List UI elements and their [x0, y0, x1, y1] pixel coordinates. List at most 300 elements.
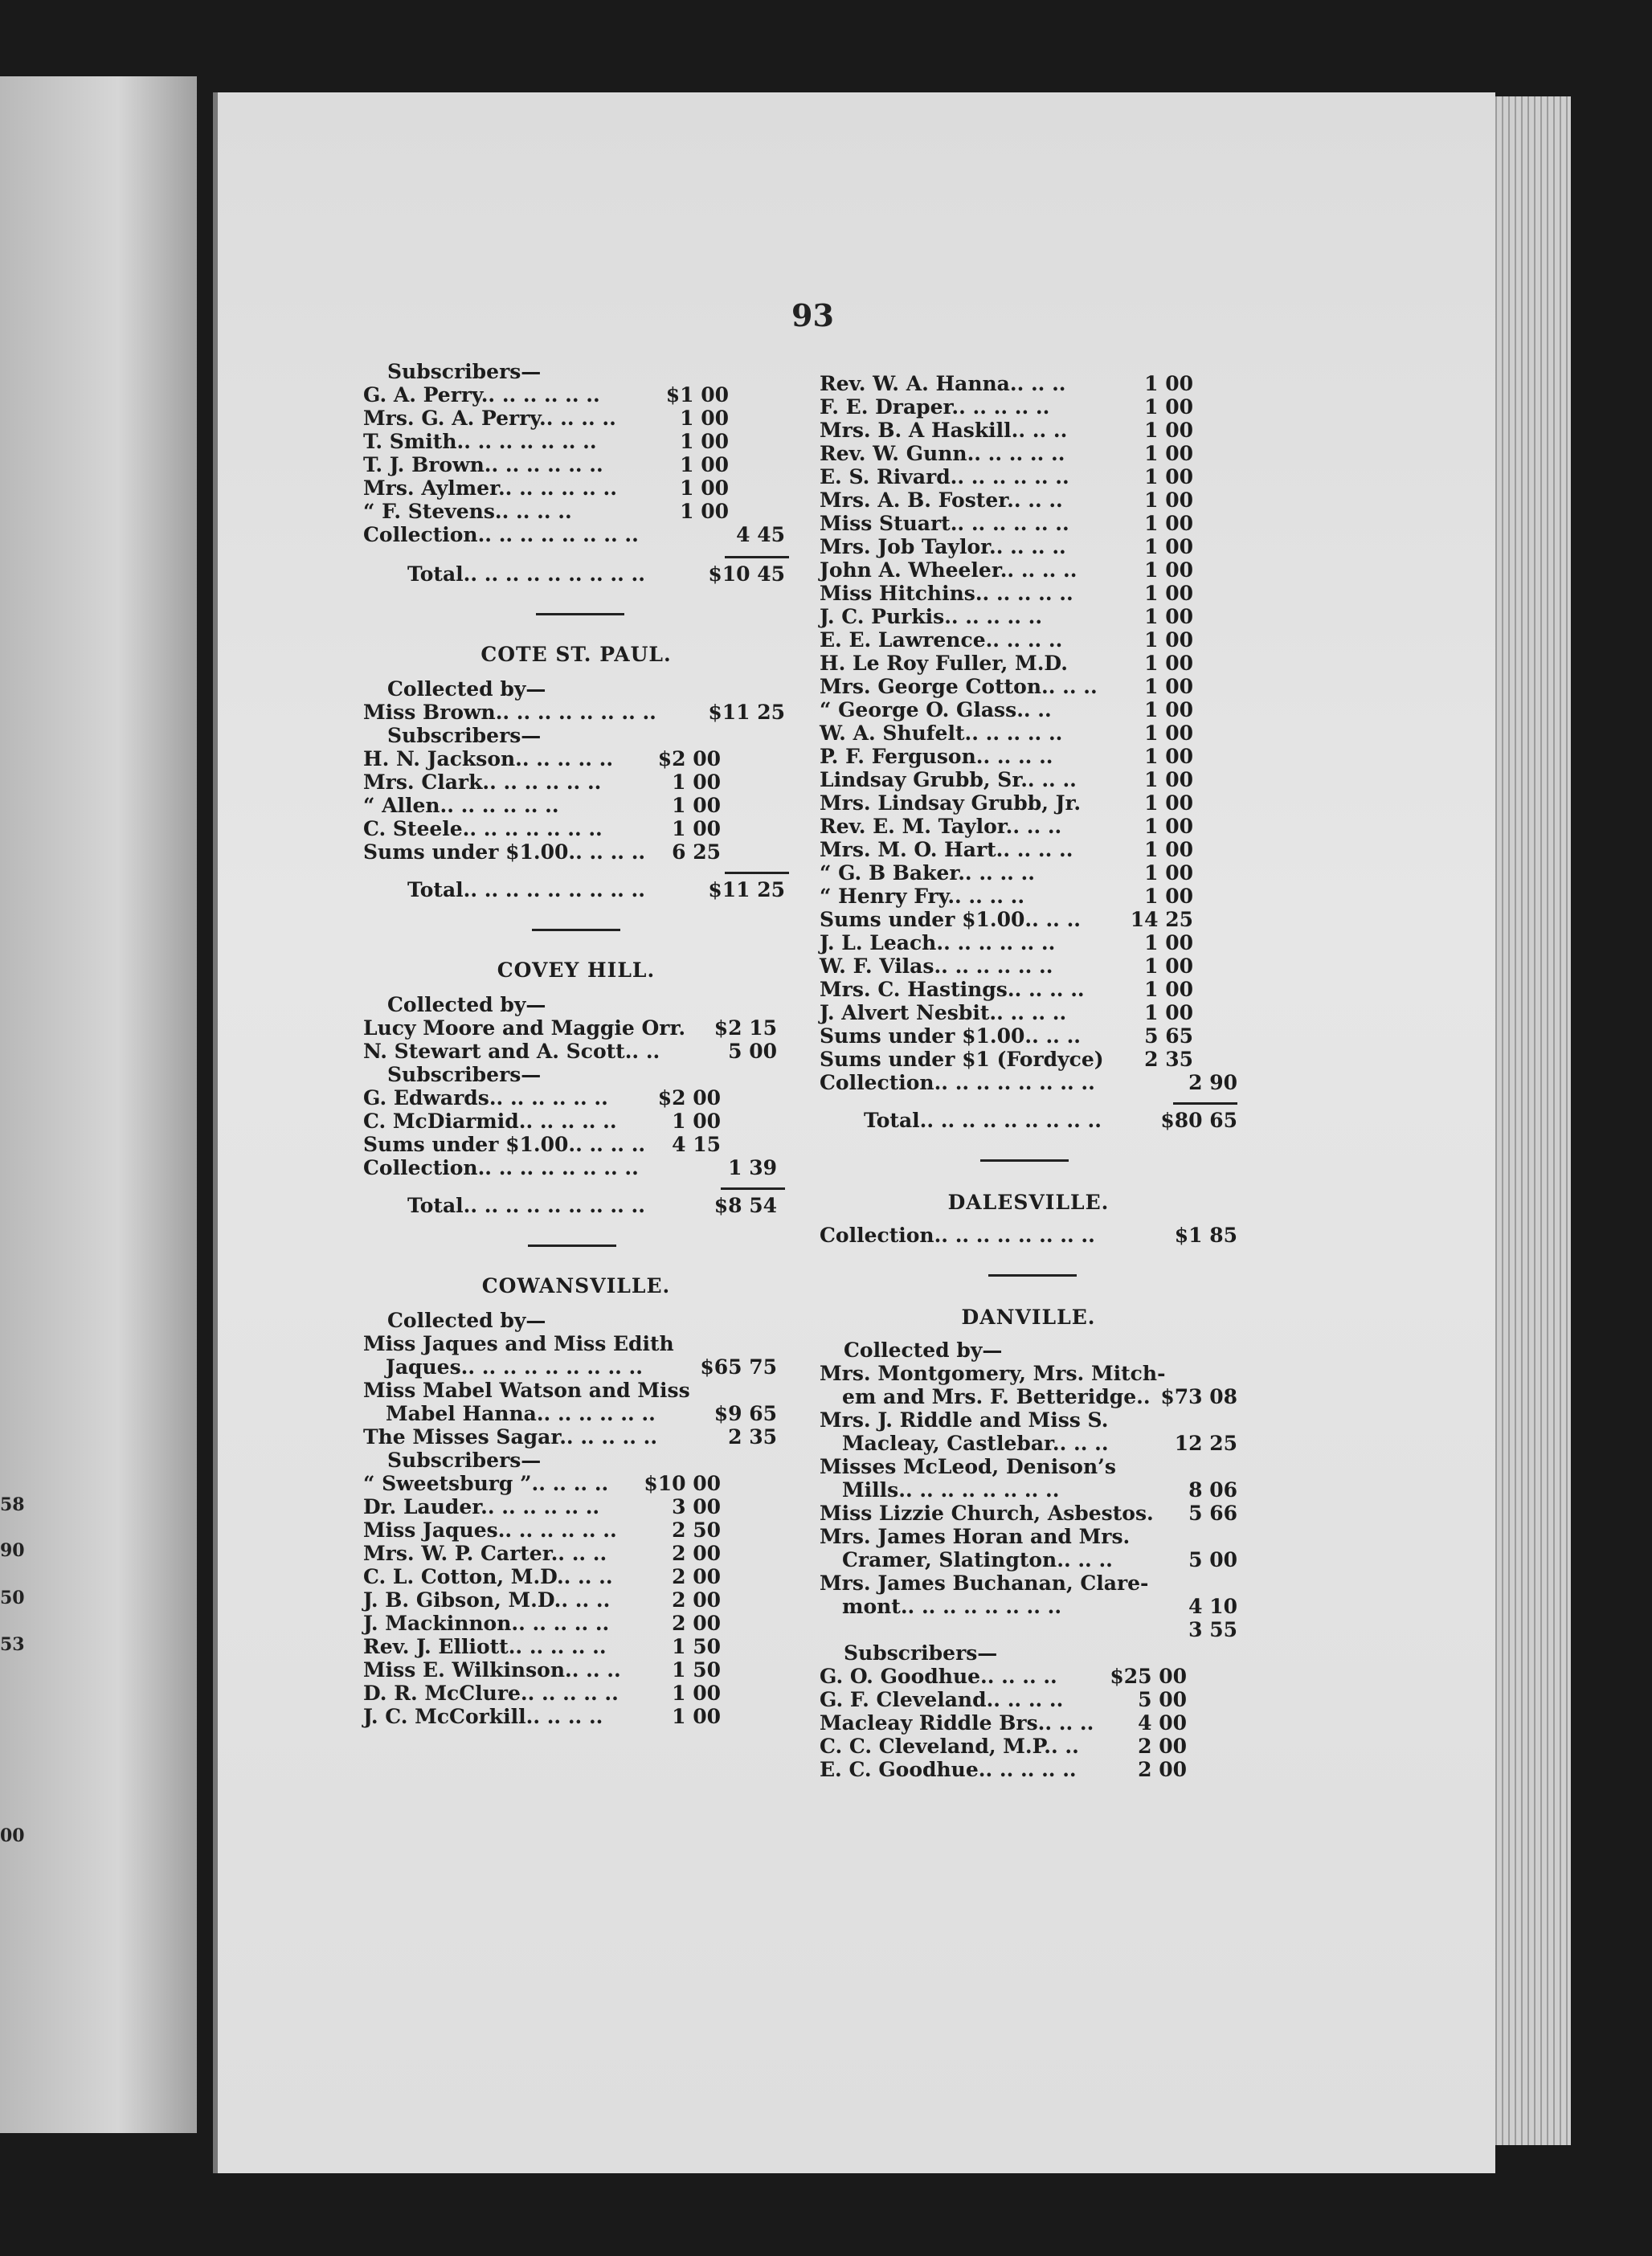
entry-label: J. Mackinnon.. .. .. .. ..: [363, 1612, 610, 1635]
spacer: [363, 942, 789, 958]
list-item: [820, 582, 1237, 605]
list-item: [820, 1455, 1237, 1478]
entry-label: Collection.. .. .. .. .. .. .. ..: [820, 1071, 1095, 1094]
list-item: [820, 675, 1237, 698]
entry-label: Sums under $1.00.. .. .. ..: [363, 1133, 646, 1156]
entry-amount: 1 00: [1144, 465, 1193, 488]
entry-label: J. C. McCorkill.. .. .. ..: [363, 1705, 603, 1728]
list-item: [820, 419, 1237, 442]
entry-label: Total.. .. .. .. .. .. .. .. ..: [864, 1109, 1102, 1132]
section-divider: [363, 1235, 789, 1258]
entry-amount: 1 50: [672, 1635, 721, 1658]
left-column: [363, 360, 789, 1728]
entry-label: N. Stewart and A. Scott.. ..: [363, 1040, 660, 1063]
list-item: [363, 1379, 789, 1402]
entry-label: Collected by—: [387, 1309, 546, 1332]
section-divider: [820, 1265, 1237, 1288]
total-row: [820, 1109, 1237, 1132]
entry-label: Macleay, Castlebar.. .. ..: [842, 1432, 1109, 1455]
subscribers-header: [363, 1063, 789, 1086]
entry-label: Miss Jaques and Miss Edith: [363, 1332, 674, 1355]
list-item: [820, 815, 1237, 838]
entry-label: Subscribers—: [387, 724, 542, 747]
list-item: [820, 908, 1237, 931]
entry-amount: 1 00: [1144, 488, 1193, 512]
entry-label: G. Edwards.. .. .. .. .. ..: [363, 1086, 608, 1110]
spacer: [363, 982, 789, 993]
entry-amount: 1 00: [1144, 675, 1193, 698]
entry-label: Miss Mabel Watson and Miss: [363, 1379, 690, 1402]
entry-label: Miss Jaques.. .. .. .. .. ..: [363, 1518, 617, 1542]
entry-amount: $25 00: [1110, 1665, 1187, 1688]
section-divider: [820, 1150, 1237, 1173]
entry-amount: 2 00: [1138, 1758, 1187, 1781]
entry-label: T. J. Brown.. .. .. .. .. ..: [363, 453, 603, 476]
list-item: [820, 1618, 1237, 1641]
list-item: [363, 407, 789, 430]
entry-amount: 1 00: [680, 430, 729, 453]
entry-amount: 1 00: [672, 770, 721, 794]
entry-label: Mrs. Job Taylor.. .. .. ..: [820, 535, 1066, 558]
list-item: [363, 1542, 789, 1565]
entry-label: Lindsay Grubb, Sr.. .. ..: [820, 768, 1077, 791]
entry-amount: 1 00: [1144, 558, 1193, 582]
list-item: [820, 605, 1237, 628]
list-item: [820, 698, 1237, 721]
spacer: [363, 1298, 789, 1309]
entry-label: Mrs. George Cotton.. .. ..: [820, 675, 1098, 698]
list-item: [363, 701, 789, 724]
entry-amount: 1 00: [1144, 419, 1193, 442]
list-item: [820, 488, 1237, 512]
list-item: [820, 1548, 1237, 1571]
list-item: [820, 1571, 1237, 1595]
total-row: [363, 562, 789, 586]
section-title: [363, 643, 789, 666]
entry-label: Misses McLeod, Denison’s: [820, 1455, 1116, 1478]
list-item: [363, 1040, 789, 1063]
list-item: [363, 1565, 789, 1588]
spacer: [820, 1214, 1237, 1224]
entry-amount: 5 00: [1138, 1688, 1187, 1711]
spacer: [363, 1258, 789, 1274]
entry-total: $11 25: [708, 701, 785, 724]
entry-label: P. F. Ferguson.. .. .. ..: [820, 745, 1053, 768]
list-item: [820, 1001, 1237, 1024]
entry-amount: 1 00: [1144, 745, 1193, 768]
right-column: [820, 372, 1237, 1781]
entry-label: Rev. E. M. Taylor.. .. ..: [820, 815, 1062, 838]
entry-label: W. F. Vilas.. .. .. .. .. ..: [820, 954, 1053, 978]
entry-amount: 4 15: [672, 1133, 721, 1156]
spacer: [820, 1173, 1237, 1191]
list-item: [363, 1518, 789, 1542]
entry-label: E. E. Lawrence.. .. .. ..: [820, 628, 1063, 652]
entry-total: 3 55: [1188, 1618, 1237, 1641]
list-item: [820, 372, 1237, 395]
collected-by-header: [363, 993, 789, 1016]
list-item: [363, 1086, 789, 1110]
list-item: [363, 1682, 789, 1705]
entry-amount: 2 00: [672, 1588, 721, 1612]
entry-total: $73 08: [1160, 1385, 1237, 1408]
collection-row: [363, 523, 789, 546]
entry-total: $1 85: [1174, 1224, 1237, 1247]
list-item: [363, 430, 789, 453]
entry-label: Mabel Hanna.. .. .. .. .. ..: [386, 1402, 656, 1425]
subscribers-header: [363, 724, 789, 747]
facing-number: 53: [0, 1634, 25, 1655]
entry-label: G. O. Goodhue.. .. .. ..: [820, 1665, 1057, 1688]
entry-label: Miss Stuart.. .. .. .. .. ..: [820, 512, 1069, 535]
entry-amount: 1 00: [1144, 721, 1193, 745]
entry-total: 8 06: [1188, 1478, 1237, 1502]
collected-by-header: [363, 677, 789, 701]
entry-amount: 1 50: [672, 1658, 721, 1682]
entry-label: The Misses Sagar.. .. .. .. ..: [363, 1425, 658, 1449]
entry-amount: 1 00: [1144, 698, 1193, 721]
entry-label: F. E. Draper.. .. .. .. ..: [820, 395, 1050, 419]
collection-row: [820, 1071, 1237, 1094]
entry-label: Cramer, Slatington.. .. ..: [842, 1548, 1113, 1571]
list-item: [363, 1588, 789, 1612]
entry-amount: 1 00: [1144, 628, 1193, 652]
entry-label: Dr. Lauder.. .. .. .. .. ..: [363, 1495, 600, 1518]
list-item: [820, 1688, 1237, 1711]
list-item: [363, 383, 789, 407]
entry-total: $80 65: [1160, 1109, 1237, 1132]
entry-label: Miss E. Wilkinson.. .. ..: [363, 1658, 621, 1682]
entry-label: Collection.. .. .. .. .. .. .. ..: [363, 1156, 639, 1179]
entry-amount: 1 00: [680, 476, 729, 500]
list-item: [820, 535, 1237, 558]
entry-label: G. A. Perry.. .. .. .. .. ..: [363, 383, 600, 407]
entry-amount: $2 00: [657, 747, 721, 770]
list-item: [363, 1612, 789, 1635]
list-item: [820, 721, 1237, 745]
sum-rule-line: [721, 1187, 785, 1190]
entry-label: C. L. Cotton, M.D.. .. ..: [363, 1565, 613, 1588]
entry-label: Mrs. G. A. Perry.. .. .. ..: [363, 407, 616, 430]
entry-label: “ Sweetsburg ”.. .. .. ..: [363, 1472, 609, 1495]
entry-label: W. A. Shufelt.. .. .. .. ..: [820, 721, 1063, 745]
facing-number: 50: [0, 1588, 25, 1608]
spacer: [363, 627, 789, 643]
entry-label: Rev. W. A. Hanna.. .. ..: [820, 372, 1066, 395]
entry-amount: 14 25: [1130, 908, 1193, 931]
section-title-text: COWANSVILLE.: [481, 1274, 671, 1298]
entry-label: “ George O. Glass.. ..: [820, 698, 1052, 721]
entry-label: Mrs. W. P. Carter.. .. ..: [363, 1542, 607, 1565]
facing-number: 90: [0, 1540, 25, 1561]
spacer: [363, 666, 789, 677]
list-item: [820, 1478, 1237, 1502]
section-divider: [363, 603, 789, 627]
entry-amount: 2 00: [672, 1542, 721, 1565]
list-item: [363, 770, 789, 794]
list-item: [820, 1024, 1237, 1048]
spacer: [820, 1132, 1237, 1150]
list-item: [363, 453, 789, 476]
entry-label: Total.. .. .. .. .. .. .. .. ..: [407, 1194, 645, 1217]
entry-amount: 1 00: [672, 1705, 721, 1728]
entry-amount: 2 50: [672, 1518, 721, 1542]
entry-total: $9 65: [714, 1402, 777, 1425]
entry-amount: 1 00: [1144, 885, 1193, 908]
list-item: [820, 838, 1237, 861]
entry-label: Collected by—: [844, 1338, 1003, 1362]
entry-amount: 1 00: [1144, 582, 1193, 605]
entry-amount: $2 00: [657, 1086, 721, 1110]
entry-label: D. R. McClure.. .. .. .. ..: [363, 1682, 619, 1705]
list-item: [820, 954, 1237, 978]
spacer: [820, 1329, 1237, 1338]
entry-label: Rev. J. Elliott.. .. .. .. ..: [363, 1635, 607, 1658]
entry-label: Mrs. A. B. Foster.. .. ..: [820, 488, 1063, 512]
entry-amount: 1 00: [1144, 395, 1193, 419]
section-title: [363, 958, 789, 982]
page-edges: [1490, 96, 1571, 2145]
divider-rule: [528, 1244, 616, 1247]
list-item: [820, 1385, 1237, 1408]
entry-amount: 1 00: [1144, 861, 1193, 885]
entry-label: C. Steele.. .. .. .. .. .. ..: [363, 817, 603, 840]
entry-label: Miss Lizzie Church, Asbestos.: [820, 1502, 1154, 1525]
list-item: [363, 1495, 789, 1518]
entry-total: 4 10: [1188, 1595, 1237, 1618]
entry-amount: 1 00: [1144, 931, 1193, 954]
list-item: [363, 747, 789, 770]
facing-page: [0, 76, 197, 2133]
sum-rule-line: [725, 556, 789, 558]
entry-label: Subscribers—: [844, 1641, 998, 1665]
entry-amount: 1 00: [1144, 535, 1193, 558]
divider-rule: [988, 1274, 1077, 1277]
list-item: [363, 1635, 789, 1658]
list-item: [363, 817, 789, 840]
spacer: [363, 901, 789, 919]
entry-label: Macleay Riddle Brs.. .. ..: [820, 1711, 1094, 1735]
entry-amount: 1 00: [672, 794, 721, 817]
list-item: [820, 395, 1237, 419]
entry-amount: 1 00: [1144, 372, 1193, 395]
sum-rule-line: [1173, 1102, 1237, 1105]
entry-label: Mrs. C. Hastings.. .. .. ..: [820, 978, 1085, 1001]
entry-label: “ F. Stevens.. .. .. ..: [363, 500, 572, 523]
entry-label: Mrs. Clark.. .. .. .. .. ..: [363, 770, 602, 794]
entry-label: Sums under $1.00.. .. .. ..: [363, 840, 646, 864]
section-title: [820, 1191, 1237, 1214]
divider-rule: [980, 1159, 1069, 1162]
entry-label: Subscribers—: [387, 360, 542, 383]
entry-label: Sums under $1 (Fordyce): [820, 1048, 1104, 1071]
entry-amount: 1 00: [1144, 954, 1193, 978]
subscribers-header: [363, 1449, 789, 1472]
entry-label: “ Henry Fry.. .. .. ..: [820, 885, 1025, 908]
entry-label: E. C. Goodhue.. .. .. .. ..: [820, 1758, 1077, 1781]
entry-label: Rev. W. Gunn.. .. .. .. ..: [820, 442, 1065, 465]
entry-label: J. Alvert Nesbit.. .. .. ..: [820, 1001, 1067, 1024]
entry-label: C. McDiarmid.. .. .. .. ..: [363, 1110, 617, 1133]
collected-by-header: [363, 1309, 789, 1332]
entry-total: 5 00: [1188, 1548, 1237, 1571]
entry-amount: 3 00: [672, 1495, 721, 1518]
entry-amount: 1 00: [1144, 512, 1193, 535]
list-item: [820, 1408, 1237, 1432]
entry-amount: 1 00: [1144, 652, 1193, 675]
entry-amount: 1 00: [680, 500, 729, 523]
list-item: [820, 1758, 1237, 1781]
entry-label: Mrs. M. O. Hart.. .. .. ..: [820, 838, 1073, 861]
entry-amount: 2 00: [672, 1612, 721, 1635]
section-title-text: DALESVILLE.: [947, 1191, 1110, 1214]
facing-number: 00: [0, 1825, 25, 1846]
entry-label: John A. Wheeler.. .. .. ..: [820, 558, 1077, 582]
spacer: [820, 1247, 1237, 1265]
list-item: [820, 978, 1237, 1001]
entry-total: $11 25: [708, 878, 785, 901]
entry-label: Miss Brown.. .. .. .. .. .. .. ..: [363, 701, 656, 724]
facing-number: 58: [0, 1494, 25, 1515]
entry-total: 1 39: [728, 1156, 777, 1179]
list-item: [363, 500, 789, 523]
list-item: [820, 1432, 1237, 1455]
collected-by-header: [820, 1338, 1237, 1362]
total-row: [363, 878, 789, 901]
list-item: [820, 885, 1237, 908]
entry-label: J. C. Purkis.. .. .. .. ..: [820, 605, 1043, 628]
divider-rule: [532, 929, 620, 931]
entry-label: Jaques.. .. .. .. .. .. .. .. ..: [386, 1355, 643, 1379]
entry-amount: 5 65: [1144, 1024, 1193, 1048]
entry-label: Total.. .. .. .. .. .. .. .. ..: [407, 562, 645, 586]
entry-label: Mrs. J. Riddle and Miss S.: [820, 1408, 1109, 1432]
list-item: [820, 628, 1237, 652]
entry-label: H. N. Jackson.. .. .. .. ..: [363, 747, 614, 770]
list-item: [363, 1332, 789, 1355]
list-item: [363, 1425, 789, 1449]
entry-label: Collection.. .. .. .. .. .. .. ..: [820, 1224, 1095, 1247]
entry-label: Mrs. Lindsay Grubb, Jr.: [820, 791, 1082, 815]
entry-total: 2 90: [1188, 1071, 1237, 1094]
page-number: 93: [791, 297, 834, 333]
list-item: [363, 1355, 789, 1379]
entry-amount: 1 00: [1144, 1001, 1193, 1024]
entry-amount: 1 00: [680, 407, 729, 430]
entry-amount: 1 00: [1144, 791, 1193, 815]
entry-label: Mills.. .. .. .. .. .. .. ..: [842, 1478, 1060, 1502]
entry-label: Miss Hitchins.. .. .. .. ..: [820, 582, 1073, 605]
entry-label: J. L. Leach.. .. .. .. .. ..: [820, 931, 1056, 954]
list-item: [820, 768, 1237, 791]
section-title-text: DANVILLE.: [961, 1306, 1096, 1329]
list-item: [820, 442, 1237, 465]
entry-label: “ G. B Baker.. .. .. ..: [820, 861, 1035, 885]
entry-label: Collected by—: [387, 677, 546, 701]
list-item: [363, 1133, 789, 1156]
entry-total: 5 00: [728, 1040, 777, 1063]
entry-amount: 6 25: [672, 840, 721, 864]
entry-label: Total.. .. .. .. .. .. .. .. ..: [407, 878, 645, 901]
section-title: [363, 1274, 789, 1298]
entry-total: $65 75: [700, 1355, 777, 1379]
list-item: [820, 1502, 1237, 1525]
entry-label: E. S. Rivard.. .. .. .. .. ..: [820, 465, 1069, 488]
section-divider: [363, 919, 789, 942]
list-item: [820, 465, 1237, 488]
entry-total: 12 25: [1174, 1432, 1237, 1455]
list-item: [820, 861, 1237, 885]
entry-label: Mrs. James Buchanan, Clare-: [820, 1571, 1149, 1595]
entry-amount: $10 00: [644, 1472, 721, 1495]
list-item: [363, 1110, 789, 1133]
section-title: [820, 1306, 1237, 1329]
entry-label: Mrs. Montgomery, Mrs. Mitch-: [820, 1362, 1166, 1385]
list-item: [820, 558, 1237, 582]
entry-total: 5 66: [1188, 1502, 1237, 1525]
entry-label: Mrs. James Horan and Mrs.: [820, 1525, 1131, 1548]
list-item: [820, 512, 1237, 535]
entry-label: Sums under $1.00.. .. ..: [820, 1024, 1081, 1048]
list-item: [820, 791, 1237, 815]
list-item: [820, 1711, 1237, 1735]
list-item: [820, 745, 1237, 768]
entry-label: Sums under $1.00.. .. ..: [820, 908, 1081, 931]
entry-total: 2 35: [728, 1425, 777, 1449]
sum-rule-line: [725, 872, 789, 874]
entry-label: em and Mrs. F. Betteridge..: [842, 1385, 1151, 1408]
spacer: [820, 1288, 1237, 1306]
entry-amount: $1 00: [665, 383, 729, 407]
entry-amount: 2 35: [1144, 1048, 1193, 1071]
entry-amount: 1 00: [1144, 442, 1193, 465]
entry-label: Subscribers—: [387, 1449, 542, 1472]
entry-label: Mrs. B. A Haskill.. .. ..: [820, 419, 1068, 442]
entry-label: Mrs. Aylmer.. .. .. .. .. ..: [363, 476, 617, 500]
list-item: [820, 1735, 1237, 1758]
entry-amount: 1 00: [1144, 815, 1193, 838]
spacer: [363, 1217, 789, 1235]
entry-amount: 1 00: [672, 817, 721, 840]
list-item: [363, 476, 789, 500]
entry-label: “ Allen.. .. .. .. .. ..: [363, 794, 559, 817]
list-item: [820, 652, 1237, 675]
entry-label: Collected by—: [387, 993, 546, 1016]
entry-label: J. B. Gibson, M.D.. .. ..: [363, 1588, 611, 1612]
entry-total: $8 54: [714, 1194, 777, 1217]
list-item: [363, 1016, 789, 1040]
collection-row: [363, 1156, 789, 1179]
entry-amount: 2 00: [1138, 1735, 1187, 1758]
list-item: [820, 1048, 1237, 1071]
list-item: [363, 1402, 789, 1425]
entry-total: 4 45: [736, 523, 785, 546]
entry-amount: 1 00: [1144, 978, 1193, 1001]
list-item: [820, 1362, 1237, 1385]
entry-label: Subscribers—: [387, 1063, 542, 1086]
total-row: [363, 1194, 789, 1217]
entry-label: mont.. .. .. .. .. .. .. ..: [842, 1595, 1062, 1618]
entry-label: T. Smith.. .. .. .. .. .. ..: [363, 430, 597, 453]
list-item: [363, 1658, 789, 1682]
list-item: [820, 1595, 1237, 1618]
subscribers-header: [820, 1641, 1237, 1665]
list-item: [820, 931, 1237, 954]
spacer: [363, 586, 789, 603]
entry-label: Collection.. .. .. .. .. .. .. ..: [363, 523, 639, 546]
list-item: [363, 840, 789, 864]
list-item: [363, 794, 789, 817]
